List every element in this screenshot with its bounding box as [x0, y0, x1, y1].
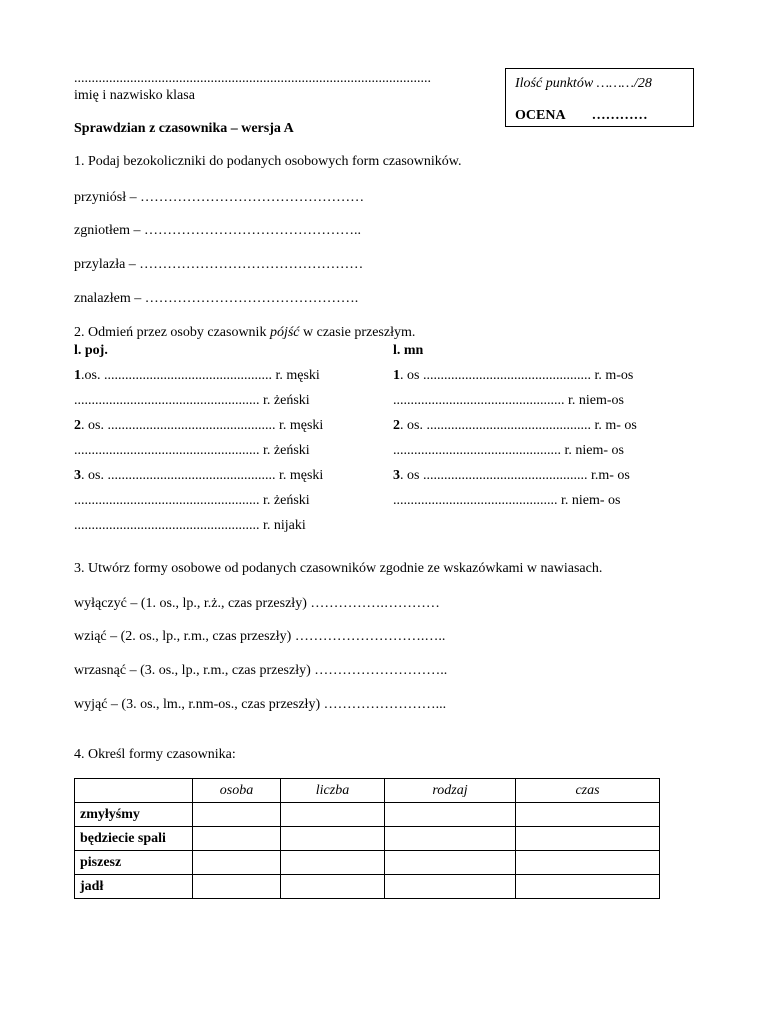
answer-cell[interactable]	[516, 875, 660, 899]
name-label: imię i nazwisko klasa	[74, 88, 195, 103]
conj-row-plural	[393, 442, 624, 459]
task2-verb: pójść	[269, 325, 300, 340]
row-label: jadł	[75, 875, 193, 899]
conj-line: . os ............................................... r.m- os	[400, 468, 630, 483]
conj-row-singular	[74, 442, 310, 459]
task4-instruction: 4. Określ formy czasownika:	[74, 747, 236, 762]
row-label: zmyłyśmy	[75, 803, 193, 827]
person-number: 1	[74, 368, 81, 383]
conj-row-plural	[393, 417, 637, 434]
name-line: ......................................................................................................	[74, 71, 431, 86]
row-label: piszesz	[75, 851, 193, 875]
answer-cell[interactable]	[193, 827, 281, 851]
row-label: będziecie spali	[75, 827, 193, 851]
table-row	[75, 851, 660, 875]
conj-row-singular	[74, 417, 323, 434]
answer-cell[interactable]	[516, 803, 660, 827]
table-row	[75, 875, 660, 899]
person-number: 2	[74, 418, 81, 433]
answer-cell[interactable]	[385, 827, 516, 851]
conj-row-plural	[393, 392, 624, 409]
task2-instr-post: w czasie przeszłym.	[299, 325, 416, 340]
score-box	[505, 68, 694, 127]
singular-header: l. poj.	[74, 343, 108, 358]
conj-row-singular	[74, 492, 310, 509]
column-header: liczba	[281, 779, 385, 803]
conj-line: ................................................. r. niem-os	[393, 393, 624, 408]
conj-line: ..................................................... r. żeński	[74, 443, 310, 458]
person-number: 2	[393, 418, 400, 433]
answer-cell[interactable]	[281, 851, 385, 875]
answer-cell[interactable]	[516, 851, 660, 875]
grade-dots: …………	[591, 108, 648, 123]
plural-header: l. mn	[393, 343, 424, 358]
answer-cell[interactable]	[193, 875, 281, 899]
table-row	[75, 827, 660, 851]
column-header: osoba	[193, 779, 281, 803]
answer-cell[interactable]	[385, 851, 516, 875]
conj-line: ..................................................... r. nijaki	[74, 518, 306, 533]
conj-line: ............................................... r. niem- os	[393, 493, 621, 508]
person-number: 1	[393, 368, 400, 383]
conj-row-singular	[74, 467, 323, 484]
task1-item: przylazła – …………………………………………	[74, 257, 364, 272]
conj-row-singular	[74, 517, 306, 534]
column-header: czas	[516, 779, 660, 803]
task3-item: wziąć – (2. os., lp., r.m., czas przeszły) ……………………….…..	[74, 629, 446, 644]
answer-cell[interactable]	[516, 827, 660, 851]
table-corner-cell	[75, 779, 193, 803]
answer-cell[interactable]	[385, 803, 516, 827]
conj-row-plural	[393, 367, 633, 384]
grade-label: OCENA	[515, 108, 566, 123]
task2-instr-pre: 2. Odmień przez osoby czasownik	[74, 325, 270, 340]
task1-item: przyniósł – …………………………………………	[74, 190, 365, 205]
page-title: Sprawdzian z czasownika – wersja A	[74, 121, 294, 136]
person-number: 3	[393, 468, 400, 483]
conj-row-plural	[393, 467, 630, 484]
grade-row	[515, 107, 648, 124]
task1-item: zgniotłem – ………………………………………..	[74, 223, 361, 238]
task3-item: wyłączyć – (1. os., lp., r.ż., czas przeszły) …………….…………	[74, 596, 440, 611]
conj-line: .os. ................................................ r. męski	[81, 368, 320, 383]
task1-item: znalazłem – ……………………………………….	[74, 291, 359, 306]
answer-cell[interactable]	[281, 827, 385, 851]
conj-line: . os. ................................................ r. męski	[81, 468, 324, 483]
conj-line: . os. ............................................... r. m- os	[400, 418, 637, 433]
task3-instruction: 3. Utwórz formy osobowe od podanych czasowników zgodnie ze wskazówkami w nawiasach.	[74, 561, 603, 576]
task2-instruction	[74, 324, 415, 341]
answer-cell[interactable]	[281, 875, 385, 899]
table-header-row	[75, 779, 660, 803]
conj-line: . os. ................................................ r. męski	[81, 418, 324, 433]
conj-line: ................................................ r. niem- os	[393, 443, 624, 458]
answer-cell[interactable]	[193, 851, 281, 875]
answer-cell[interactable]	[281, 803, 385, 827]
person-number: 3	[74, 468, 81, 483]
answer-cell[interactable]	[385, 875, 516, 899]
conj-line: ..................................................... r. żeński	[74, 493, 310, 508]
task3-item: wrzasnąć – (3. os., lp., r.m., czas przeszły) ………………………..	[74, 663, 448, 678]
task3-item: wyjąć – (3. os., lm., r.nm-os., czas przeszły) ……………………...	[74, 697, 447, 712]
task1-instruction: 1. Podaj bezokoliczniki do podanych osobowych form czasowników.	[74, 154, 462, 169]
verb-forms-table	[74, 778, 660, 899]
conj-line: . os ................................................ r. m-os	[400, 368, 634, 383]
conj-row-singular	[74, 392, 310, 409]
answer-cell[interactable]	[193, 803, 281, 827]
table-row	[75, 803, 660, 827]
column-header: rodzaj	[385, 779, 516, 803]
points-label: Ilość punktów ………/28	[515, 76, 652, 91]
conj-line: ..................................................... r. żeński	[74, 393, 310, 408]
conj-row-plural	[393, 492, 621, 509]
conj-row-singular	[74, 367, 320, 384]
